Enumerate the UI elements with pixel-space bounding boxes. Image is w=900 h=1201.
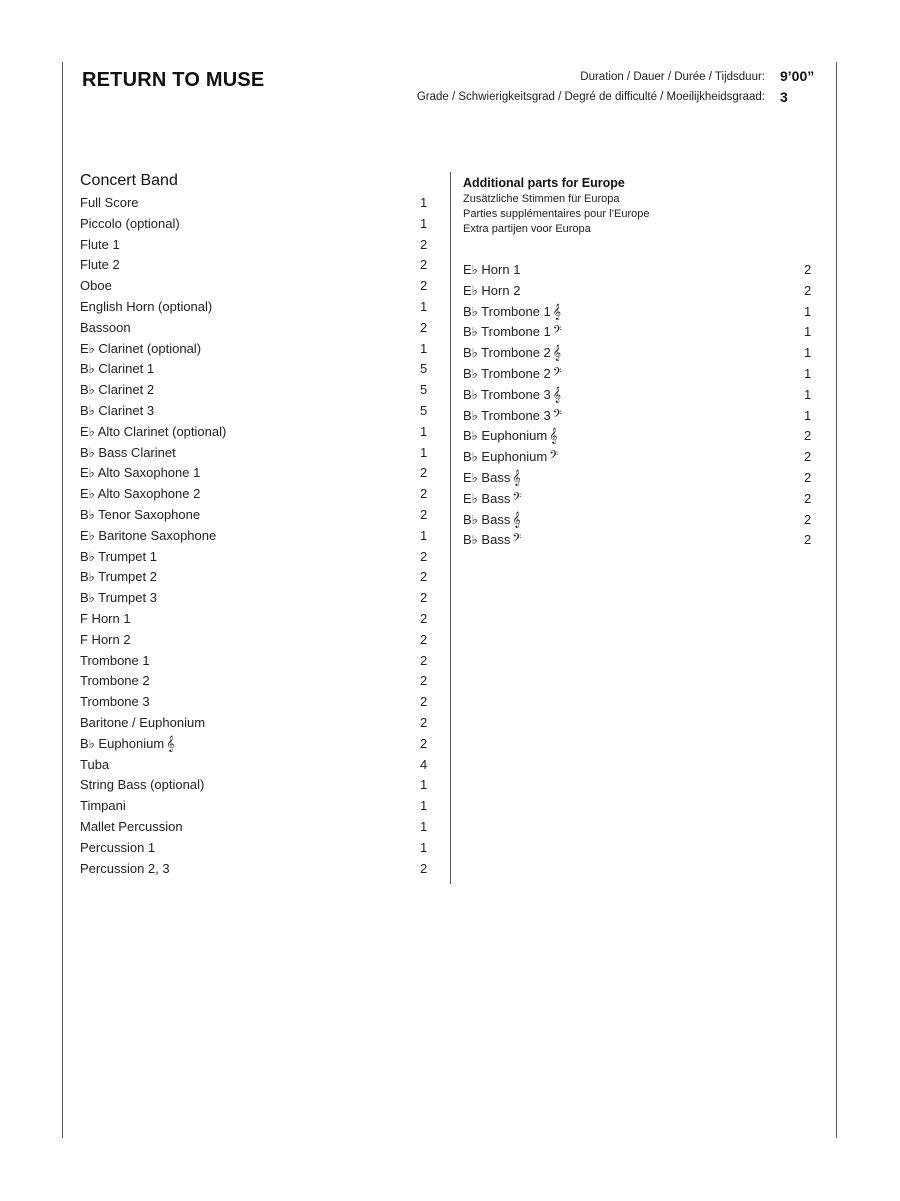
part-row (80, 403, 430, 424)
part-row (80, 653, 430, 674)
part-name: Timpani (80, 798, 126, 814)
bass-clef-icon: 𝄢 (512, 532, 522, 549)
part-quantity: 1 (804, 365, 812, 381)
part-name: String Bass (optional) (80, 777, 205, 793)
part-name: Tuba (80, 756, 110, 772)
part-quantity: 2 (420, 610, 428, 626)
part-quantity: 2 (804, 490, 812, 506)
part-name: B♭ Tenor Saxophone (80, 506, 201, 522)
part-quantity: 2 (804, 262, 812, 277)
part-name: Full Score (80, 195, 139, 210)
part-row (80, 299, 430, 320)
part-quantity: 2 (804, 282, 812, 298)
concert-band-heading: Concert Band (80, 172, 178, 189)
part-name: Oboe (80, 278, 112, 294)
part-row (80, 549, 430, 570)
right-margin-rule (836, 62, 837, 1138)
part-quantity: 1 (804, 324, 812, 340)
part-quantity: 2 (420, 548, 428, 564)
part-quantity: 1 (420, 777, 428, 793)
part-quantity: 2 (420, 673, 428, 689)
part-quantity: 2 (804, 449, 812, 465)
part-row (80, 382, 430, 403)
part-row (463, 345, 823, 366)
part-name: E♭ Alto Clarinet (optional) (80, 423, 227, 439)
part-name: Flute 1 (80, 236, 120, 252)
part-row (463, 262, 823, 283)
part-quantity: 1 (804, 407, 812, 423)
part-name: Percussion 1 (80, 839, 156, 855)
part-row (463, 304, 823, 325)
part-name: B♭ Trombone 2 (463, 345, 551, 361)
part-quantity: 2 (804, 532, 812, 548)
part-name: B♭ Euphonium (463, 449, 548, 465)
part-row (80, 486, 430, 507)
part-name: B♭ Bass Clarinet (80, 444, 176, 460)
part-quantity: 2 (420, 278, 428, 294)
part-quantity: 2 (420, 257, 428, 273)
part-quantity: 5 (420, 382, 428, 398)
part-row (80, 569, 430, 590)
part-row (80, 632, 430, 653)
grade-value: 3 (780, 89, 788, 105)
part-row (80, 798, 430, 819)
part-name: B♭ Trumpet 2 (80, 569, 157, 585)
part-quantity: 1 (420, 527, 428, 543)
part-row (80, 840, 430, 861)
part-quantity: 1 (420, 298, 428, 314)
part-row (80, 320, 430, 341)
part-quantity: 2 (420, 735, 428, 751)
part-row (80, 195, 430, 216)
part-quantity: 2 (420, 860, 428, 876)
part-quantity: 1 (420, 444, 428, 460)
page-title: RETURN TO MUSE (82, 69, 265, 91)
part-row (80, 590, 430, 611)
part-name: B♭ Trombone 2 (463, 365, 551, 381)
part-name: B♭ Trumpet 3 (80, 590, 157, 606)
europe-heading: Additional parts for Europe (463, 176, 625, 190)
column-divider (450, 172, 451, 884)
part-name: E♭ Bass (463, 490, 511, 506)
part-quantity: 2 (420, 506, 428, 522)
part-name: B♭ Bass (463, 532, 511, 548)
part-quantity: 1 (804, 303, 812, 319)
part-row (80, 257, 430, 278)
part-name: F Horn 2 (80, 631, 131, 647)
part-row (80, 736, 430, 757)
part-name: E♭ Alto Saxophone 1 (80, 465, 201, 481)
part-quantity: 2 (420, 569, 428, 585)
part-name: Baritone / Euphonium (80, 714, 206, 730)
part-name: English Horn (optional) (80, 298, 213, 314)
part-quantity: 2 (420, 714, 428, 730)
grade-label: Grade / Schwierigkeitsgrad / Degré de difficulté / Moeilijkheidsgraad: (416, 91, 765, 103)
part-quantity: 2 (420, 465, 428, 481)
part-quantity: 2 (420, 486, 428, 502)
part-name: Flute 2 (80, 257, 120, 273)
part-name: B♭ Bass (463, 511, 511, 527)
part-name: E♭ Horn 1 (463, 262, 521, 277)
treble-clef-icon: 𝄞 (512, 511, 521, 528)
part-row (80, 445, 430, 466)
part-name: B♭ Euphonium (463, 428, 548, 444)
left-margin-rule (62, 62, 63, 1138)
treble-clef-icon: 𝄞 (549, 428, 558, 445)
part-row (80, 216, 430, 237)
part-row (463, 449, 823, 470)
part-row (463, 532, 823, 553)
part-row (80, 465, 430, 486)
part-name: B♭ Euphonium (80, 735, 165, 751)
treble-clef-icon: 𝄞 (166, 735, 175, 752)
part-quantity: 5 (420, 361, 428, 377)
bass-clef-icon: 𝄢 (512, 490, 522, 507)
part-row (463, 283, 823, 304)
duration-label: Duration / Dauer / Durée / Tijdsduur: (580, 71, 765, 83)
part-name: B♭ Clarinet 1 (80, 361, 155, 377)
part-quantity: 4 (420, 756, 428, 772)
part-quantity: 1 (804, 345, 812, 361)
part-name: Bassoon (80, 319, 131, 335)
part-name: Trombone 3 (80, 694, 150, 710)
part-name: B♭ Clarinet 2 (80, 382, 155, 398)
part-quantity: 1 (420, 818, 428, 834)
treble-clef-icon: 𝄞 (552, 345, 562, 362)
part-quantity: 1 (420, 215, 428, 231)
part-row (463, 408, 823, 429)
part-name: B♭ Trombone 3 (463, 386, 551, 402)
part-row (80, 424, 430, 445)
part-row (80, 694, 430, 715)
part-row (80, 861, 430, 882)
concert-band-parts-list (80, 195, 430, 881)
part-quantity: 1 (804, 386, 812, 402)
part-quantity: 2 (804, 428, 812, 444)
part-name: Percussion 2, 3 (80, 860, 170, 876)
part-row (80, 341, 430, 362)
part-row (463, 324, 823, 345)
bass-clef-icon: 𝄢 (552, 324, 562, 341)
bass-clef-icon: 𝄢 (552, 365, 562, 382)
part-name: Trombone 2 (80, 673, 150, 689)
part-row (80, 611, 430, 632)
treble-clef-icon: 𝄞 (512, 469, 521, 486)
part-name: E♭ Horn 2 (463, 282, 521, 298)
part-name: Piccolo (optional) (80, 215, 180, 231)
part-name: B♭ Trombone 1 (463, 303, 551, 319)
part-row (463, 387, 823, 408)
part-quantity: 1 (420, 195, 428, 210)
europe-subtitle-fr: Parties supplémentaires pour l’Europe (463, 208, 650, 220)
part-name: E♭ Baritone Saxophone (80, 527, 217, 543)
part-quantity: 2 (804, 511, 812, 527)
part-row (80, 715, 430, 736)
part-quantity: 2 (420, 236, 428, 252)
part-name: E♭ Bass (463, 469, 511, 485)
treble-clef-icon: 𝄞 (552, 303, 562, 320)
europe-subtitle-de: Zusätzliche Stimmen für Europa (463, 193, 620, 205)
part-name: B♭ Trombone 3 (463, 407, 551, 423)
europe-subtitle-nl: Extra partijen voor Europa (463, 223, 591, 235)
part-quantity: 2 (420, 590, 428, 606)
part-name: E♭ Alto Saxophone 2 (80, 486, 201, 502)
europe-header (463, 176, 650, 237)
part-quantity: 2 (420, 652, 428, 668)
part-row (463, 428, 823, 449)
part-row (80, 673, 430, 694)
part-row (80, 757, 430, 778)
part-row (80, 361, 430, 382)
part-row (80, 507, 430, 528)
bass-clef-icon: 𝄢 (552, 407, 562, 424)
part-row (80, 278, 430, 299)
duration-value: 9’00” (780, 68, 815, 84)
part-name: B♭ Clarinet 3 (80, 402, 155, 418)
europe-parts-list (463, 262, 823, 553)
part-row (463, 491, 823, 512)
part-row (80, 237, 430, 258)
part-name: F Horn 1 (80, 610, 131, 626)
part-name: B♭ Trombone 1 (463, 324, 551, 340)
part-row (463, 470, 823, 491)
part-quantity: 2 (420, 319, 428, 335)
treble-clef-icon: 𝄞 (552, 386, 562, 403)
part-quantity: 1 (420, 798, 428, 814)
part-quantity: 1 (420, 340, 428, 356)
part-quantity: 5 (420, 402, 428, 418)
part-quantity: 1 (420, 423, 428, 439)
part-row (80, 777, 430, 798)
part-name: Mallet Percussion (80, 818, 183, 834)
bass-clef-icon: 𝄢 (549, 449, 559, 466)
part-row (80, 819, 430, 840)
part-name: B♭ Trumpet 1 (80, 548, 157, 564)
part-row (80, 528, 430, 549)
part-quantity: 2 (804, 469, 812, 485)
part-row (463, 366, 823, 387)
part-quantity: 2 (420, 694, 428, 710)
part-name: E♭ Clarinet (optional) (80, 340, 202, 356)
part-quantity: 2 (420, 631, 428, 647)
part-quantity: 1 (420, 839, 428, 855)
part-name: Trombone 1 (80, 652, 150, 668)
part-row (463, 512, 823, 533)
